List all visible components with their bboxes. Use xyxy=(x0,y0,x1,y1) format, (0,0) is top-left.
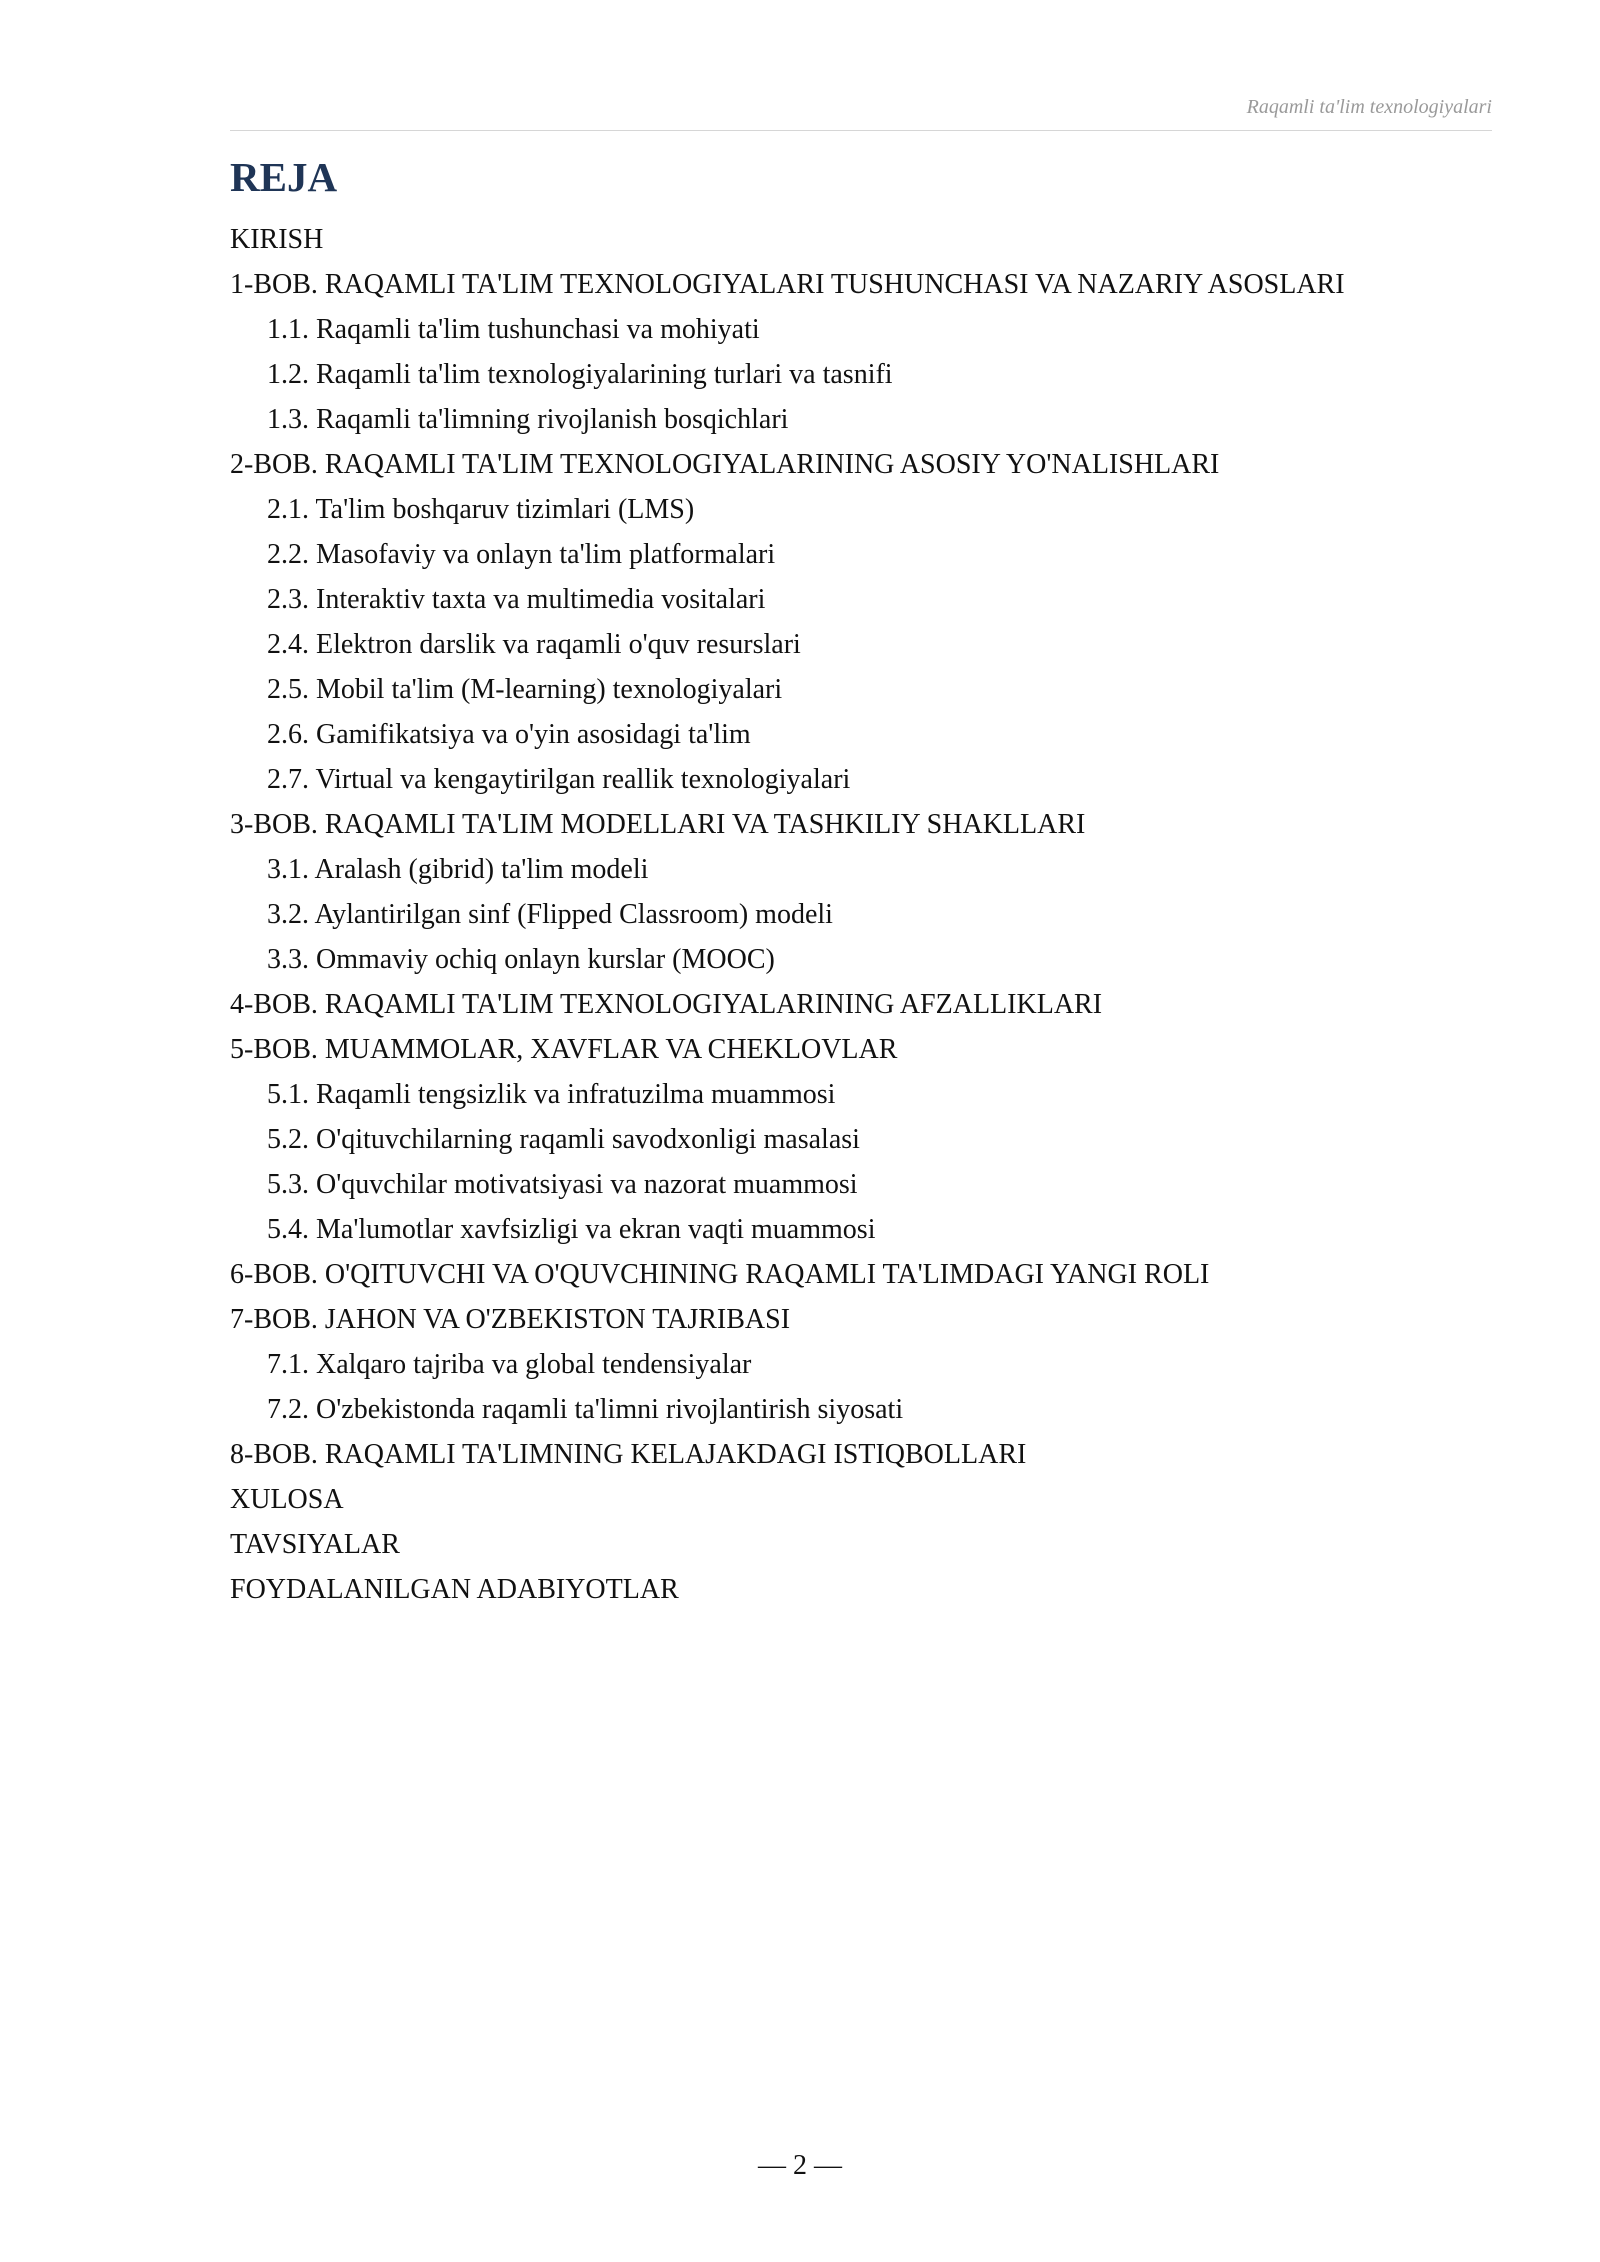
toc-chapter: 1-BOB. RAQAMLI TA'LIM TEXNOLOGIYALARI TUSHUNCHASI VA NAZARIY ASOSLARI xyxy=(230,269,1345,300)
toc-chapter: 7-BOB. JAHON VA O'ZBEKISTON TAJRIBASI xyxy=(230,1304,791,1335)
toc-chapter: 4-BOB. RAQAMLI TA'LIM TEXNOLOGIYALARINING AFZALLIKLARI xyxy=(230,989,1103,1020)
toc-subsection: 7.2. O'zbekistonda raqamli ta'limni rivojlantirish siyosati xyxy=(267,1394,904,1425)
running-title: Raqamli ta'lim texnologiyalari xyxy=(1246,96,1492,118)
toc-subsection: 5.2. O'qituvchilarning raqamli savodxonligi masalasi xyxy=(267,1124,860,1155)
toc-subsection: 2.6. Gamifikatsiya va o'yin asosidagi ta'lim xyxy=(267,719,751,750)
toc-chapter: 8-BOB. RAQAMLI TA'LIMNING KELAJAKDAGI ISTIQBOLLARI xyxy=(230,1439,1027,1470)
toc-subsection: 1.3. Raqamli ta'limning rivojlanish bosqichlari xyxy=(267,404,789,435)
toc-subsection: 2.7. Virtual va kengaytirilgan reallik texnologiyalari xyxy=(267,764,851,795)
toc-heading: REJA xyxy=(230,154,338,200)
toc-subsection: 2.4. Elektron darslik va raqamli o'quv resurslari xyxy=(267,629,801,660)
toc-subsection: 5.4. Ma'lumotlar xavfsizligi va ekran vaqti muammosi xyxy=(267,1214,876,1245)
toc-subsection: 2.1. Ta'lim boshqaruv tizimlari (LMS) xyxy=(267,494,695,525)
toc-subsection: 1.2. Raqamli ta'lim texnologiyalarining turlari va tasnifi xyxy=(267,359,893,390)
table-of-contents xyxy=(230,217,1510,1612)
toc-chapter: 2-BOB. RAQAMLI TA'LIM TEXNOLOGIYALARINING ASOSIY YO'NALISHLARI xyxy=(230,449,1220,480)
page-number: — 2 — xyxy=(758,2150,842,2181)
toc-chapter: KIRISH xyxy=(230,224,324,255)
toc-subsection: 3.3. Ommaviy ochiq onlayn kurslar (MOOC) xyxy=(267,944,775,975)
toc-chapter: 3-BOB. RAQAMLI TA'LIM MODELLARI VA TASHKILIY SHAKLLARI xyxy=(230,809,1086,840)
toc-chapter: 6-BOB. O'QITUVCHI VA O'QUVCHINING RAQAMLI TA'LIMDAGI YANGI ROLI xyxy=(230,1259,1210,1290)
page-header xyxy=(230,96,1492,131)
toc-subsection: 7.1. Xalqaro tajriba va global tendensiyalar xyxy=(267,1349,752,1380)
toc-chapter: 5-BOB. MUAMMOLAR, XAVFLAR VA CHEKLOVLAR xyxy=(230,1034,898,1065)
toc-chapter: FOYDALANILGAN ADABIYOTLAR xyxy=(230,1574,679,1605)
toc-subsection: 3.2. Aylantirilgan sinf (Flipped Classroom) modeli xyxy=(267,899,833,930)
toc-subsection: 2.5. Mobil ta'lim (M-learning) texnologiyalari xyxy=(267,674,783,705)
toc-subsection: 5.1. Raqamli tengsizlik va infratuzilma muammosi xyxy=(267,1079,836,1110)
toc-subsection: 2.3. Interaktiv taxta va multimedia vositalari xyxy=(267,584,766,615)
toc-subsection: 1.1. Raqamli ta'lim tushunchasi va mohiyati xyxy=(267,314,760,345)
toc-chapter: XULOSA xyxy=(230,1484,344,1515)
toc-chapter: TAVSIYALAR xyxy=(230,1529,400,1560)
toc-subsection: 5.3. O'quvchilar motivatsiyasi va nazorat muammosi xyxy=(267,1169,858,1200)
toc-subsection: 2.2. Masofaviy va onlayn ta'lim platformalari xyxy=(267,539,776,570)
toc-subsection: 3.1. Aralash (gibrid) ta'lim modeli xyxy=(267,854,649,885)
